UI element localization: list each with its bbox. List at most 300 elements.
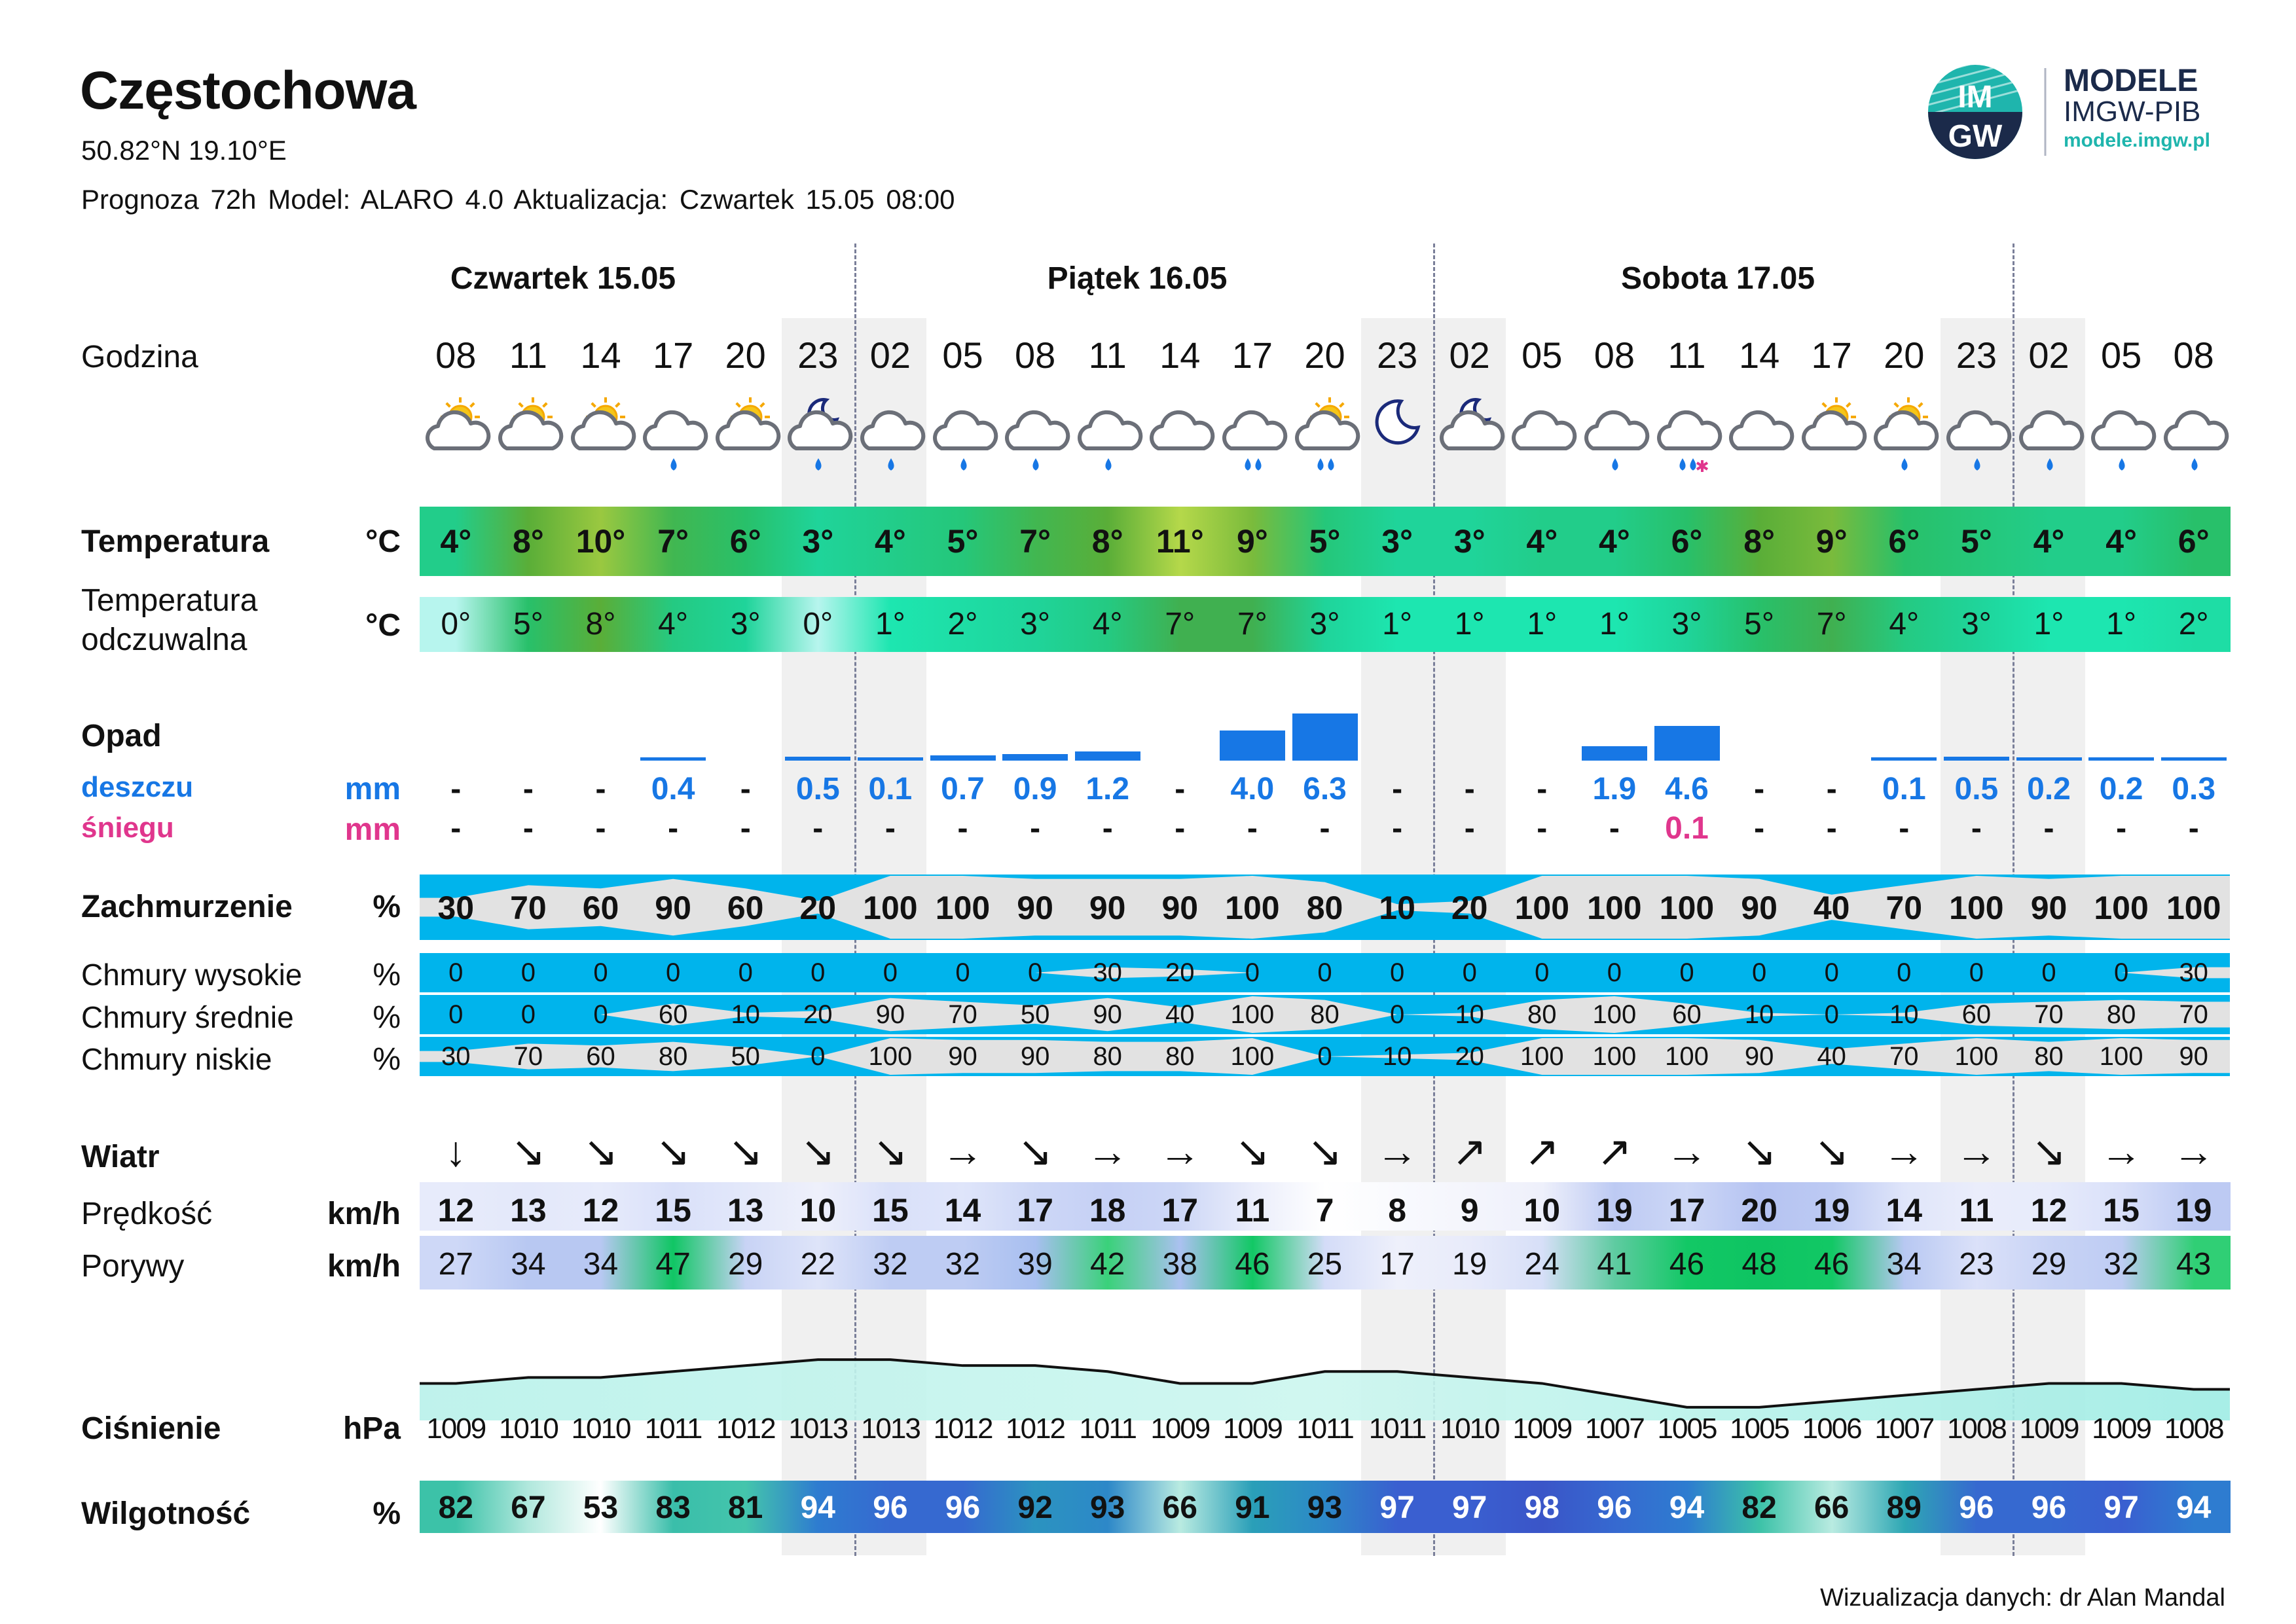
cloud-high-value: 0	[1897, 958, 1912, 987]
temperature-value: 5°	[1960, 523, 1992, 560]
wind-speed-value: 9	[1460, 1192, 1479, 1229]
rain-value: -	[1175, 772, 1186, 806]
wind-speed-value: 20	[1741, 1192, 1777, 1229]
snow-value: -	[1609, 811, 1620, 846]
label-feels-2: odczuwalna	[81, 623, 247, 657]
wind-arrow-icon: ↘	[2031, 1128, 2067, 1175]
cloud-mid-value: 0	[1824, 1000, 1839, 1029]
feels-value: 4°	[1889, 607, 1920, 641]
humidity-value: 93	[1307, 1490, 1343, 1525]
hour-label: 05	[1522, 334, 1563, 376]
feels-value: 1°	[1599, 607, 1630, 641]
temperature-value: 5°	[947, 523, 979, 560]
cloud-high-value: 0	[738, 958, 753, 987]
cloud-value: 60	[727, 890, 764, 926]
gusts-value: 46	[1813, 1247, 1850, 1282]
wind-arrow-icon: →	[1955, 1128, 1997, 1175]
cloud-rain-icon	[1216, 396, 1288, 481]
cloud-high-value: 0	[2113, 958, 2129, 987]
snow-value: -	[1464, 811, 1475, 846]
gusts-value: 25	[1307, 1247, 1343, 1282]
pressure-value: 1009	[1150, 1413, 1210, 1445]
cloud-low-value: 90	[2179, 1042, 2208, 1071]
pressure-value: 1010	[571, 1413, 630, 1445]
cloud-high-value: 0	[448, 958, 464, 987]
humidity-value: 66	[1813, 1490, 1850, 1525]
gusts-value: 22	[800, 1247, 835, 1282]
feels-value: 3°	[730, 607, 761, 641]
cloud-high-value: 0	[1317, 958, 1332, 987]
snow-value: -	[740, 811, 751, 846]
humidity-value: 82	[1741, 1490, 1777, 1525]
temperature-value: 4°	[2033, 523, 2065, 560]
cloud-value: 70	[510, 890, 547, 926]
cloud-value: 40	[1813, 890, 1850, 926]
cloud-value: 100	[1225, 890, 1280, 926]
sun-cloud-icon	[1796, 396, 1868, 481]
rain-value: 0.1	[868, 772, 913, 806]
cloud-low-value: 100	[2099, 1042, 2143, 1071]
feels-value: 2°	[2178, 607, 2209, 641]
wind-arrow-icon: →	[2172, 1128, 2215, 1175]
unit-cloud-low: %	[373, 1042, 401, 1077]
cloud-mid-value: 80	[1310, 1000, 1339, 1029]
rain-bar	[858, 757, 923, 761]
day-header-thursday: Czwartek 15.05	[450, 261, 676, 296]
rain-bar	[640, 757, 706, 761]
unit-rain: mm	[344, 772, 401, 806]
temperature-value: 7°	[1019, 523, 1051, 560]
hour-label: 23	[1956, 334, 1997, 376]
pressure-value: 1009	[2019, 1413, 2079, 1445]
hour-label: 14	[1738, 334, 1780, 376]
cloud-value: 100	[1514, 890, 1570, 926]
temperature-value: 9°	[1815, 523, 1848, 560]
wind-speed-value: 12	[437, 1192, 475, 1229]
feels-value: 0°	[803, 607, 833, 641]
cloud-mid-value: 80	[1527, 1000, 1557, 1029]
rain-value: -	[1464, 772, 1475, 806]
sun-cloud-icon	[565, 396, 637, 481]
cloud-high-value: 0	[1462, 958, 1477, 987]
hour-label: 08	[435, 334, 477, 376]
label-wind: Wiatr	[81, 1140, 160, 1174]
hour-label: 08	[2173, 334, 2214, 376]
cloud-mid-value: 10	[731, 1000, 760, 1029]
cloud-mid-value: 70	[948, 1000, 977, 1029]
cloud-value: 90	[1161, 890, 1199, 926]
wind-arrow-icon: →	[1883, 1128, 1925, 1175]
hour-label: 14	[1159, 334, 1201, 376]
temperature-value: 6°	[1888, 523, 1920, 560]
rain-value: 0.7	[941, 772, 985, 806]
temperature-value: 5°	[1309, 523, 1341, 560]
feels-value: 8°	[585, 607, 616, 641]
cloud-rain-icon	[2085, 396, 2157, 481]
cloud-rain-icon	[854, 396, 926, 481]
label-cloud: Zachmurzenie	[81, 890, 293, 924]
label-rain: deszczu	[81, 771, 194, 803]
gusts-value: 24	[1524, 1247, 1559, 1282]
wind-speed-value: 17	[1668, 1192, 1705, 1229]
rain-value: 0.3	[2172, 772, 2216, 806]
unit-humidity: %	[373, 1496, 401, 1531]
cloud-low-value: 50	[731, 1042, 760, 1071]
cloud-low-value: 0	[811, 1042, 826, 1071]
snow-value: -	[1030, 811, 1041, 846]
moon-cloud-icon	[1434, 396, 1506, 481]
cloud-mid-value: 40	[1165, 1000, 1195, 1029]
gusts-value: 23	[1959, 1247, 1994, 1282]
wind-arrow-icon: ↘	[727, 1128, 763, 1175]
cloud-mid-value: 50	[1020, 1000, 1050, 1029]
cloud-low-value: 40	[1817, 1042, 1846, 1071]
pressure-value: 1009	[2092, 1413, 2151, 1445]
cloud-mid-value: 70	[2034, 1000, 2064, 1029]
cloud-low-value: 100	[1954, 1042, 1999, 1071]
cloud-value: 20	[799, 890, 837, 926]
humidity-value: 91	[1235, 1490, 1270, 1525]
rain-value: 6.3	[1303, 772, 1347, 806]
cloud-value: 80	[1306, 890, 1343, 926]
label-cloud-high: Chmury wysokie	[81, 958, 302, 992]
feels-value: 3°	[1309, 607, 1340, 641]
wind-arrow-icon: →	[1159, 1128, 1201, 1175]
rain-value: -	[1754, 772, 1765, 806]
rain-value: 0.4	[651, 772, 695, 806]
cloud-high-value: 20	[1165, 958, 1195, 987]
label-feels-1: Temperatura	[81, 583, 258, 618]
logo-url[interactable]: modele.imgw.pl	[2064, 130, 2210, 151]
day-header-saturday: Sobota 17.05	[1620, 261, 1815, 296]
cloud-rain-icon	[2013, 396, 2085, 481]
temperature-value: 3°	[1453, 523, 1485, 560]
unit-gusts: km/h	[327, 1249, 401, 1284]
rain-value: 4.0	[1230, 772, 1275, 806]
feels-value: 5°	[513, 607, 543, 641]
wind-arrow-icon: ↘	[583, 1128, 619, 1175]
rain-bar	[1654, 726, 1720, 761]
gusts-value: 47	[655, 1247, 691, 1282]
cloud-value: 90	[2030, 890, 2068, 926]
cloud-low-value: 0	[1317, 1042, 1332, 1071]
hour-label: 02	[869, 334, 911, 376]
wind-speed-value: 12	[2030, 1192, 2068, 1229]
unit-cloud: %	[373, 890, 401, 924]
humidity-value: 96	[2031, 1490, 2067, 1525]
imgw-logo[interactable]	[1926, 63, 2273, 161]
cloud-mid-value: 0	[448, 1000, 464, 1029]
cloud-rain-icon	[1072, 396, 1144, 481]
wind-arrow-icon: ↘	[511, 1128, 546, 1175]
wind-arrow-icon: →	[1086, 1128, 1129, 1175]
cloud-high-value: 0	[593, 958, 608, 987]
temperature-value: 9°	[1236, 523, 1268, 560]
wind-speed-value: 17	[1161, 1192, 1199, 1229]
pressure-value: 1007	[1874, 1413, 1934, 1445]
unit-wind-speed: km/h	[327, 1197, 401, 1231]
temperature-value: 4°	[1598, 523, 1630, 560]
hour-label: 02	[2028, 334, 2069, 376]
pressure-value: 1012	[933, 1413, 993, 1445]
cloud-value: 100	[935, 890, 991, 926]
label-wind-speed: Prędkość	[81, 1197, 213, 1231]
sun-cloud-icon	[420, 396, 492, 481]
wind-speed-value: 18	[1089, 1192, 1126, 1229]
cloud-low-value: 100	[1665, 1042, 1709, 1071]
snow-value: -	[2043, 811, 2054, 846]
wind-arrow-icon: →	[941, 1128, 984, 1175]
humidity-value: 96	[1959, 1490, 1994, 1525]
cloud-low-value: 10	[1382, 1042, 1412, 1071]
wind-speed-value: 7	[1315, 1192, 1334, 1229]
temperature-value: 8°	[1743, 523, 1775, 560]
cloud-value: 10	[1379, 890, 1415, 926]
humidity-value: 66	[1162, 1490, 1197, 1525]
rain-bar	[1002, 754, 1068, 761]
temperature-value: 4°	[1526, 523, 1558, 560]
gusts-value: 38	[1162, 1247, 1197, 1282]
cloud-low-value: 100	[1230, 1042, 1275, 1071]
temperature-value: 7°	[657, 523, 689, 560]
label-pressure: Ciśnienie	[81, 1411, 221, 1446]
humidity-value: 82	[438, 1490, 473, 1525]
wind-speed-value: 19	[1596, 1192, 1633, 1229]
wind-arrow-icon: ↘	[1235, 1128, 1270, 1175]
cloud-value: 100	[2094, 890, 2149, 926]
wind-arrow-icon: →	[1666, 1128, 1708, 1175]
feels-value: 1°	[2106, 607, 2137, 641]
gusts-value: 32	[873, 1247, 908, 1282]
snow-value: -	[1971, 811, 1982, 846]
wind-arrow-icon: ↘	[655, 1128, 691, 1175]
hour-label: 02	[1449, 334, 1490, 376]
humidity-value: 94	[2176, 1490, 2212, 1525]
feels-value: 3°	[1961, 607, 1992, 641]
wind-arrow-icon: ↘	[1017, 1128, 1053, 1175]
cloud-mid-value: 10	[1744, 1000, 1774, 1029]
humidity-value: 81	[727, 1490, 763, 1525]
sun-cloud-rain-icon	[1868, 396, 1940, 481]
cloud-mid-value: 90	[1093, 1000, 1122, 1029]
temperature-value: 3°	[802, 523, 834, 560]
svg-text:IM: IM	[1958, 80, 1993, 115]
label-cloud-mid: Chmury średnie	[81, 1000, 294, 1034]
humidity-value: 97	[2104, 1490, 2139, 1525]
humidity-value: 92	[1017, 1490, 1053, 1525]
unit-feels: °C	[365, 608, 401, 643]
wind-speed-value: 15	[2103, 1192, 2140, 1229]
hour-label: 11	[1088, 334, 1127, 376]
feels-value: 3°	[1671, 607, 1702, 641]
cloud-value: 90	[1017, 890, 1053, 926]
rain-bar	[1944, 757, 2009, 761]
humidity-value: 98	[1524, 1490, 1559, 1525]
feels-value: 7°	[1165, 607, 1195, 641]
cloud-high-value: 30	[2179, 958, 2208, 987]
humidity-value: 96	[873, 1490, 908, 1525]
wind-arrow-icon: ↓	[445, 1128, 467, 1175]
cloud-mid-value: 80	[2106, 1000, 2136, 1029]
cloud-icon	[1144, 396, 1216, 481]
snow-value: -	[668, 811, 679, 846]
cloud-mid-value: 0	[520, 1000, 536, 1029]
cloud-value: 20	[1451, 890, 1488, 926]
gusts-value: 32	[945, 1247, 981, 1282]
wind-speed-value: 10	[1523, 1192, 1561, 1229]
rain-bar	[785, 757, 850, 761]
cloud-low-value: 90	[1020, 1042, 1050, 1071]
wind-speed-value: 12	[582, 1192, 619, 1229]
cloud-high-value: 30	[1093, 958, 1122, 987]
rain-bar	[1220, 731, 1285, 761]
unit-temperature: °C	[365, 524, 401, 559]
moon-icon	[1361, 396, 1433, 481]
gusts-value: 32	[2104, 1247, 2139, 1282]
humidity-value: 97	[1379, 1490, 1415, 1525]
rain-bar	[1582, 746, 1647, 761]
footer-credit: Wizualizacja danych: dr Alan Mandal	[1820, 1584, 2225, 1612]
rain-bar	[2161, 757, 2227, 761]
temperature-value: 8°	[1091, 523, 1123, 560]
humidity-value: 53	[583, 1490, 619, 1525]
cloud-rain-icon	[2158, 396, 2230, 481]
snow-value: -	[957, 811, 968, 846]
cloud-value: 100	[2166, 890, 2221, 926]
feels-value: 3°	[1020, 607, 1051, 641]
temperature-value: 6°	[729, 523, 761, 560]
hour-label: 05	[942, 334, 983, 376]
rain-value: 1.9	[1592, 772, 1637, 806]
cloud-high-value: 0	[520, 958, 536, 987]
gusts-value: 34	[583, 1247, 619, 1282]
rain-value: -	[740, 772, 751, 806]
wind-speed-value: 13	[510, 1192, 547, 1229]
rain-bar	[1871, 757, 1937, 761]
hour-label: 08	[1594, 334, 1635, 376]
cloud-value: 100	[1587, 890, 1642, 926]
rain-value: 0.2	[2027, 772, 2071, 806]
feels-value: 2°	[947, 607, 978, 641]
cloud-low-value: 60	[586, 1042, 615, 1071]
snow-value: -	[1175, 811, 1186, 846]
pressure-value: 1011	[1079, 1413, 1136, 1445]
humidity-value: 96	[945, 1490, 981, 1525]
temperature-value: 4°	[2105, 523, 2137, 560]
cloud-low-value: 100	[1592, 1042, 1637, 1071]
pressure-value: 1011	[1296, 1413, 1353, 1445]
humidity-value: 97	[1451, 1490, 1487, 1525]
wind-arrow-icon: ↘	[873, 1128, 908, 1175]
cloud-high-value: 0	[1679, 958, 1694, 987]
temperature-value: 4°	[874, 523, 906, 560]
rain-bar	[930, 755, 996, 761]
rain-bar	[2088, 757, 2154, 761]
snow-value: -	[1537, 811, 1548, 846]
feels-value: 7°	[1816, 607, 1847, 641]
cloud-high-value: 0	[1389, 958, 1405, 987]
pressure-value: 1013	[860, 1413, 920, 1445]
hour-label: 23	[1376, 334, 1418, 376]
forecast-meta: Prognoza 72h Model: ALARO 4.0 Aktualizacja: Czwartek 15.05 08:00	[81, 184, 955, 215]
wind-speed-value: 15	[872, 1192, 909, 1229]
cloud-low-value: 80	[658, 1042, 688, 1071]
cloud-high-value: 0	[1751, 958, 1767, 987]
temperature-value: 8°	[512, 523, 544, 560]
humidity-value: 83	[655, 1490, 691, 1525]
svg-text:GW: GW	[1948, 119, 2003, 154]
feels-value: 0°	[441, 607, 471, 641]
cloud-low-value: 100	[868, 1042, 913, 1071]
label-snow: śniegu	[81, 812, 174, 844]
cloud-mid-value: 100	[1230, 1000, 1275, 1029]
wind-arrow-icon: ↗	[1451, 1128, 1487, 1175]
gusts-value: 29	[2031, 1247, 2067, 1282]
gusts-value: 17	[1379, 1247, 1415, 1282]
snow-value: -	[1392, 811, 1403, 846]
feels-value: 4°	[1092, 607, 1123, 641]
cloud-value: 90	[1741, 890, 1777, 926]
cloud-mid-value: 60	[1672, 1000, 1702, 1029]
cloud-low-value: 80	[2034, 1042, 2064, 1071]
label-precip: Opad	[81, 719, 162, 753]
pressure-value: 1010	[1440, 1413, 1499, 1445]
pressure-value: 1009	[426, 1413, 486, 1445]
gusts-value: 34	[1886, 1247, 1922, 1282]
gusts-value: 46	[1235, 1247, 1270, 1282]
hour-label: 11	[1667, 334, 1706, 376]
gusts-value: 34	[511, 1247, 546, 1282]
cloud-rain-icon	[1578, 396, 1650, 481]
cloud-high-value: 0	[883, 958, 898, 987]
wind-speed-value: 17	[1017, 1192, 1053, 1229]
pressure-value: 1009	[1222, 1413, 1282, 1445]
snow-value: -	[1826, 811, 1837, 846]
cloud-mid-value: 100	[1592, 1000, 1637, 1029]
rain-bar	[2016, 757, 2082, 761]
wind-speed-value: 19	[2175, 1192, 2212, 1229]
hour-label: 14	[580, 334, 621, 376]
city-title: Częstochowa	[80, 61, 416, 120]
temperature-value: 6°	[2178, 523, 2210, 560]
pressure-value: 1013	[788, 1413, 848, 1445]
cloud-rain-icon	[999, 396, 1071, 481]
gusts-value: 39	[1017, 1247, 1053, 1282]
feels-value: 1°	[1454, 607, 1485, 641]
wind-arrow-icon: ↗	[1524, 1128, 1560, 1175]
cloud-low-value: 90	[1744, 1042, 1774, 1071]
rain-value: -	[595, 772, 606, 806]
snow-value: -	[1319, 811, 1330, 846]
rain-value: 0.2	[2099, 772, 2143, 806]
humidity-value: 67	[511, 1490, 546, 1525]
cloud-mid-value: 0	[593, 1000, 608, 1029]
hour-label: 17	[1231, 334, 1273, 376]
gusts-value: 48	[1741, 1247, 1777, 1282]
feels-value: 5°	[1744, 607, 1775, 641]
cloud-mid-value: 10	[1889, 1000, 1919, 1029]
wind-speed-value: 11	[1235, 1192, 1270, 1229]
cloud-mid-value: 60	[1961, 1000, 1992, 1029]
wind-speed-value: 11	[1959, 1192, 1994, 1229]
cloud-high-value: 0	[1607, 958, 1622, 987]
rain-value: 4.6	[1665, 772, 1709, 806]
pressure-value: 1008	[2164, 1413, 2223, 1445]
pressure-value: 1012	[1006, 1413, 1065, 1445]
wind-arrow-icon: →	[1376, 1128, 1419, 1175]
label-temperature: Temperatura	[81, 524, 270, 559]
cloud-low-value: 80	[1165, 1042, 1195, 1071]
